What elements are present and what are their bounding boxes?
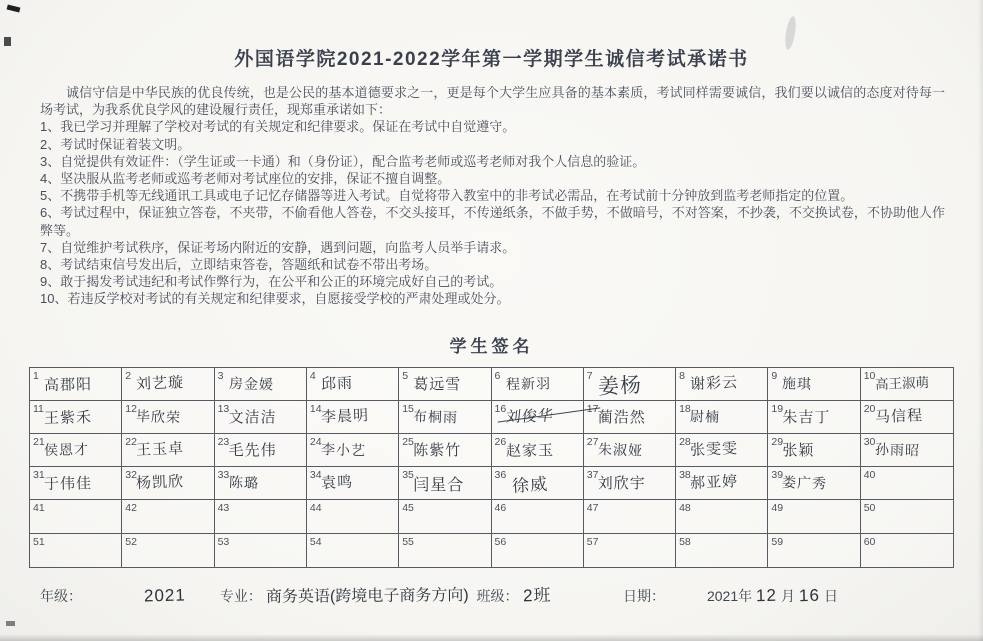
table-cell xyxy=(215,401,307,434)
cell-number: 19 xyxy=(771,402,784,415)
scan-edge-shadow-right xyxy=(978,0,983,641)
commitment-item-3: 3、自觉提供有效证件：（学生证或一卡通）和（身份证），配合监考老师或巡考老师对我个人信息的验证。 xyxy=(40,153,646,169)
signature-handwriting: 程新羽 xyxy=(505,374,551,392)
signature-handwriting: 毛先伟 xyxy=(228,442,277,460)
cell-number: 60 xyxy=(863,535,876,548)
table-cell xyxy=(399,500,491,533)
table-cell xyxy=(584,467,676,500)
cell-number: 2 xyxy=(125,369,132,382)
major-value-handwriting: 商务英语(跨境电子商务方向) xyxy=(265,586,469,606)
signature-handwriting: 陈紫竹 xyxy=(413,442,462,460)
table-cell xyxy=(676,500,768,533)
date-month-label: 月 xyxy=(781,587,796,604)
date-year: 2021年 xyxy=(706,587,753,604)
table-cell xyxy=(399,368,491,401)
signature-handwriting: 朱淑娅 xyxy=(597,441,644,459)
table-cell xyxy=(215,368,307,401)
cell-number: 47 xyxy=(586,502,599,515)
date-label: 日期： xyxy=(622,587,665,604)
cell-number: 7 xyxy=(586,369,593,382)
signature-handwriting: 娄广秀 xyxy=(782,474,828,492)
grade-label: 年级： xyxy=(40,587,82,604)
commitment-item-7: 7、自觉维护考试秩序，保证考场内附近的安静，遇到问题，向监考人员举手请求。 xyxy=(40,239,516,255)
signature-handwriting: 布桐雨 xyxy=(412,407,459,426)
cell-number: 44 xyxy=(309,502,322,515)
table-cell xyxy=(307,401,399,434)
commitment-item-8: 8、考试结束信号发出后，立即结束答卷，答题纸和试卷不带出考场。 xyxy=(40,257,438,273)
table-cell xyxy=(861,401,953,434)
cell-number: 38 xyxy=(679,469,691,482)
table-cell xyxy=(122,401,214,434)
cell-number: 9 xyxy=(771,369,778,382)
cell-number: 57 xyxy=(586,535,599,548)
table-cell xyxy=(307,368,399,401)
signature-handwriting: 蔺浩然 xyxy=(597,408,646,426)
signature-handwriting: 刘俊华 xyxy=(504,404,554,427)
table-cell xyxy=(584,534,676,567)
cell-number: 51 xyxy=(33,535,45,548)
signature-handwriting: 袁鸣 xyxy=(320,473,354,493)
cell-number: 37 xyxy=(586,469,599,482)
cell-number: 18 xyxy=(679,402,691,415)
table-cell xyxy=(861,467,953,500)
table-cell xyxy=(122,368,214,401)
signature-section-title: 学生签名 xyxy=(449,336,534,356)
table-cell xyxy=(30,467,122,500)
table-cell xyxy=(307,534,399,567)
table-cell xyxy=(676,434,768,467)
cell-number: 14 xyxy=(309,402,322,415)
cell-number: 55 xyxy=(402,535,414,548)
cell-number: 59 xyxy=(771,535,784,548)
cell-number: 31 xyxy=(33,469,45,482)
cell-number: 36 xyxy=(494,469,507,482)
table-cell xyxy=(768,368,860,401)
table-cell xyxy=(399,467,491,500)
cell-number: 53 xyxy=(217,535,230,548)
signature-handwriting: 毕欣荣 xyxy=(136,407,182,426)
signature-handwriting: 高王淑萌 xyxy=(874,374,929,392)
table-cell xyxy=(307,467,399,500)
signature-handwriting: 尉楠 xyxy=(689,407,721,425)
cell-number: 1 xyxy=(33,369,39,382)
table-cell xyxy=(676,467,768,500)
grade-value-handwriting: 2021 xyxy=(143,585,187,606)
cell-number: 28 xyxy=(679,436,691,449)
document-title: 外国语学院2021-2022学年第一学期学生诚信考试承诺书 xyxy=(234,49,749,70)
date-day-handwriting: 16 xyxy=(798,585,821,606)
cell-number: 48 xyxy=(679,502,691,515)
table-cell xyxy=(492,434,584,467)
signature-handwriting: 文洁洁 xyxy=(228,408,277,426)
table-cell xyxy=(676,368,768,401)
table-cell xyxy=(122,434,214,467)
signature-handwriting: 闫星合 xyxy=(413,477,465,495)
cell-number: 12 xyxy=(125,402,137,415)
cell-number: 22 xyxy=(125,436,137,449)
cell-number: 24 xyxy=(309,436,322,449)
cell-number: 20 xyxy=(863,402,876,415)
table-cell xyxy=(768,534,860,567)
signature-handwriting: 杨凯欣 xyxy=(136,473,185,493)
cell-number: 11 xyxy=(33,402,44,415)
table-cell xyxy=(492,467,584,500)
cell-number: 46 xyxy=(494,502,507,515)
table-cell xyxy=(30,534,122,567)
table-cell xyxy=(215,434,307,467)
scan-edge-shadow-bottom xyxy=(0,634,983,641)
table-cell xyxy=(399,534,491,567)
signature-handwriting: 李小艺 xyxy=(320,441,367,459)
table-cell xyxy=(30,368,122,401)
cell-number: 4 xyxy=(309,369,316,382)
signature-handwriting: 刘艺璇 xyxy=(136,373,185,393)
cell-number: 35 xyxy=(402,469,414,482)
table-cell xyxy=(30,500,122,533)
cell-number: 8 xyxy=(679,369,685,382)
signature-handwriting: 徐威 xyxy=(510,474,549,497)
table-cell xyxy=(30,434,122,467)
major-label: 专业： xyxy=(219,587,262,604)
cell-number: 25 xyxy=(402,436,414,449)
cell-number: 30 xyxy=(863,436,876,449)
signature-handwriting: 张颖 xyxy=(782,442,815,460)
table-cell xyxy=(307,434,399,467)
cell-number: 33 xyxy=(217,469,230,482)
class-label: 班级： xyxy=(476,587,519,604)
table-cell xyxy=(492,500,584,533)
signature-handwriting: 姜杨 xyxy=(597,373,643,399)
cell-number: 54 xyxy=(309,535,322,548)
table-cell xyxy=(399,401,491,434)
signature-handwriting: 葛远雪 xyxy=(413,375,462,393)
table-cell xyxy=(399,434,491,467)
table-cell xyxy=(122,500,214,533)
cell-number: 56 xyxy=(494,535,507,548)
cell-number: 23 xyxy=(217,436,230,449)
signature-handwriting: 侯恩才 xyxy=(43,441,90,459)
cell-number: 34 xyxy=(309,469,322,482)
intro-paragraph: 诚信守信是中华民族的优良传统，也是公民的基本道德要求之一，更是每个大学生应具备的基本素质，考试同样需要诚信，我们要以诚信的态度对待每一场考试，为我系优良学风的建设履行责任，现郑重承诺如下： xyxy=(40,85,945,118)
cell-number: 26 xyxy=(494,436,507,449)
cell-number: 16 xyxy=(494,402,507,415)
table-cell xyxy=(122,467,214,500)
commitment-item-10: 10、若违反学校对考试的有关规定和纪律要求，自愿接受学校的严肃处理或处分。 xyxy=(40,291,510,307)
cell-number: 43 xyxy=(217,502,230,515)
table-cell xyxy=(30,401,122,434)
table-cell xyxy=(676,534,768,567)
cell-number: 17 xyxy=(586,402,599,415)
date-month-handwriting: 12 xyxy=(755,585,778,606)
cell-number: 13 xyxy=(217,402,230,415)
table-cell xyxy=(215,500,307,533)
cell-number: 58 xyxy=(679,535,691,548)
table-cell xyxy=(215,467,307,500)
cell-number: 52 xyxy=(125,535,137,548)
commitment-item-9: 9、敢于揭发考试违纪和考试作弊行为，在公平和公正的环境完成好自己的考试。 xyxy=(40,274,503,290)
signature-handwriting: 谢彩云 xyxy=(689,373,739,393)
table-cell xyxy=(861,500,953,533)
scan-artifact-mark xyxy=(4,37,11,46)
signature-handwriting: 朱吉丁 xyxy=(782,408,831,426)
table-cell xyxy=(492,401,584,434)
table-cell xyxy=(584,368,676,401)
table-cell xyxy=(768,467,860,500)
signature-handwriting: 赵家玉 xyxy=(505,442,554,461)
cell-number: 27 xyxy=(586,436,599,449)
cell-number: 41 xyxy=(33,502,45,515)
cell-number: 49 xyxy=(771,502,784,515)
commitment-item-2: 2、考试时保证着装文明。 xyxy=(40,136,191,152)
commitment-item-1: 1、我已学习并理解了学校对考试的有关规定和纪律要求。保证在考试中自觉遵守。 xyxy=(40,119,516,135)
signature-handwriting: 王玉卓 xyxy=(136,440,185,460)
table-cell xyxy=(768,500,860,533)
table-cell xyxy=(584,434,676,467)
signature-handwriting: 李晨明 xyxy=(320,406,370,426)
cell-number: 3 xyxy=(217,369,224,382)
signature-table xyxy=(29,367,954,568)
commitment-item-6: 6、考试过程中，保证独立答卷，不夹带，不偷看他人答卷，不交头接耳，不传递纸条，不做手势，不做暗号，不对答案，不抄袭，不交换试卷，不协助他人作弊等。 xyxy=(40,205,945,238)
commitment-item-4: 4、坚决服从监考老师或巡考老师对考试座位的安排，保证不擅自调整。 xyxy=(40,171,451,187)
cell-number: 10 xyxy=(863,369,876,382)
signature-handwriting: 于伟佳 xyxy=(43,475,93,494)
signature-handwriting: 王紫禾 xyxy=(43,408,93,427)
signature-handwriting: 邱雨 xyxy=(320,374,354,393)
footer-info-line xyxy=(0,581,983,606)
signature-handwriting: 马信程 xyxy=(874,406,924,426)
signature-handwriting: 陈璐 xyxy=(228,474,259,492)
table-cell xyxy=(584,401,676,434)
signature-handwriting: 施琪 xyxy=(782,374,813,392)
signature-handwriting: 刘欣宇 xyxy=(597,475,646,493)
table-cell xyxy=(584,500,676,533)
cell-number: 40 xyxy=(863,469,876,482)
table-cell xyxy=(768,401,860,434)
cell-number: 15 xyxy=(402,402,414,415)
table-cell xyxy=(492,534,584,567)
cell-number: 39 xyxy=(771,469,784,482)
table-cell xyxy=(492,368,584,401)
cell-number: 45 xyxy=(402,502,414,515)
table-cell xyxy=(307,500,399,533)
signature-handwriting: 高郡阳 xyxy=(43,375,93,394)
commitment-items xyxy=(40,118,945,307)
cell-number: 6 xyxy=(494,369,501,382)
table-cell xyxy=(861,368,953,401)
signature-handwriting: 张雯雯 xyxy=(689,440,739,460)
cell-number: 29 xyxy=(771,436,784,449)
table-cell xyxy=(122,534,214,567)
table-cell xyxy=(215,534,307,567)
cell-number: 32 xyxy=(125,469,137,482)
table-cell xyxy=(768,434,860,467)
cell-number: 42 xyxy=(125,502,137,515)
signature-handwriting: 郝亚婷 xyxy=(689,473,739,493)
cell-number: 50 xyxy=(863,502,876,515)
commitment-item-5: 5、不携带手机等无线通讯工具或电子记忆存储器等进入考试。自觉将带入教室中的非考试必需品，在考试前十分钟放到监考老师指定的位置。 xyxy=(40,188,854,204)
class-value-handwriting: 2班 xyxy=(522,585,552,606)
table-cell xyxy=(861,534,953,567)
cell-number: 21 xyxy=(33,436,45,449)
table-cell xyxy=(861,434,953,467)
signature-handwriting: 孙雨昭 xyxy=(874,441,920,459)
scan-artifact-mark xyxy=(6,621,15,626)
signature-handwriting: 房金媛 xyxy=(228,374,274,393)
table-cell xyxy=(676,401,768,434)
date-day-label: 日 xyxy=(823,587,838,604)
cell-number: 5 xyxy=(402,369,409,382)
commitment-body xyxy=(40,84,945,308)
